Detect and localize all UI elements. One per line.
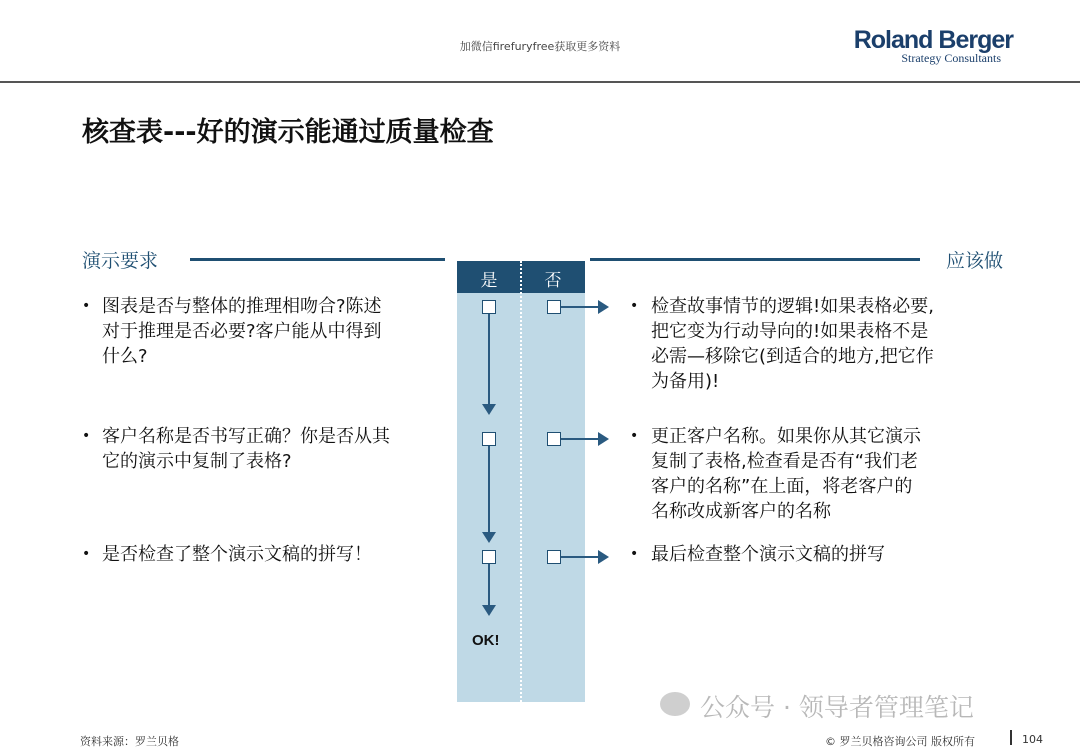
question-1-line: 什么? <box>102 346 148 367</box>
question-2-line: 它的演示中复制了表格? <box>102 451 292 472</box>
action-1-line: 把它变为行动导向的!如果表格不是 <box>651 321 929 342</box>
action-3 <box>651 542 991 567</box>
question-3 <box>102 542 447 567</box>
right-arrow-icon <box>598 550 609 564</box>
logo: Roland Berger <box>853 26 1013 54</box>
right-section-header: 应该做 <box>946 250 1004 272</box>
yes-checkbox-2[interactable] <box>482 432 496 446</box>
header-note: 加微信firefuryfree获取更多资料 <box>459 40 621 53</box>
question-1-line: 图表是否与整体的推理相吻合?陈述 <box>102 296 382 317</box>
bullet-icon: • <box>630 428 639 444</box>
left-header-rule <box>190 258 445 261</box>
watermark: 公众号 · 领导者管理笔记 <box>700 693 974 722</box>
action-2-line: 复制了表格,检查看是否有“我们老 <box>651 451 919 472</box>
wechat-icon <box>660 692 690 716</box>
header-divider <box>0 81 1080 83</box>
right-arrow-icon <box>598 300 609 314</box>
page-title: 核查表---好的演示能通过质量检查 <box>82 117 494 148</box>
action-2 <box>651 424 991 524</box>
yes-checkbox-1[interactable] <box>482 300 496 314</box>
left-section-header: 演示要求 <box>82 250 159 272</box>
question-3-line: 是否检查了整个演示文稿的拼写！ <box>102 544 372 565</box>
question-2-line: 客户名称是否书写正确？你是否从其 <box>102 426 390 447</box>
action-3-line: 最后检查整个演示文稿的拼写 <box>651 544 885 565</box>
yes-flow-line-3 <box>488 564 490 606</box>
action-1 <box>651 294 991 394</box>
no-checkbox-1[interactable] <box>547 300 561 314</box>
yes-flow-line-2 <box>488 446 490 533</box>
copyright: © 罗兰贝格咨询公司 版权所有 <box>825 735 975 748</box>
column-yes-label: 是 <box>480 271 498 291</box>
yes-flow-line-1 <box>488 314 490 405</box>
down-arrow-icon <box>482 605 496 616</box>
down-arrow-icon <box>482 532 496 543</box>
question-2 <box>102 424 447 474</box>
no-flow-line-1 <box>561 306 599 308</box>
right-arrow-icon <box>598 432 609 446</box>
bullet-icon: • <box>82 298 91 314</box>
bullet-icon: • <box>82 428 91 444</box>
logo-subtitle: Strategy Consultants <box>901 51 1001 65</box>
bullet-icon: • <box>630 298 639 314</box>
yes-checkbox-3[interactable] <box>482 550 496 564</box>
action-1-line: 检查故事情节的逻辑!如果表格必要, <box>651 296 934 317</box>
ok-label: OK! <box>472 632 500 649</box>
action-1-line: 必需—移除它(到适合的地方,把它作 <box>651 346 934 367</box>
action-2-line: 客户的名称”在上面，将老客户的 <box>651 476 913 497</box>
question-1 <box>102 294 447 369</box>
down-arrow-icon <box>482 404 496 415</box>
page-number: 104 <box>1022 733 1043 746</box>
no-checkbox-3[interactable] <box>547 550 561 564</box>
bullet-icon: • <box>630 546 639 562</box>
right-header-rule <box>590 258 920 261</box>
action-1-line: 为备用)! <box>651 371 720 392</box>
no-checkbox-2[interactable] <box>547 432 561 446</box>
action-2-line: 名称改成新客户的名称 <box>651 501 831 522</box>
question-1-line: 对于推理是否必要?客户能从中得到 <box>102 321 382 342</box>
action-2-line: 更正客户名称。如果你从其它演示 <box>651 426 921 447</box>
column-no-label: 否 <box>544 271 562 291</box>
no-flow-line-3 <box>561 556 599 558</box>
column-divider <box>520 261 522 702</box>
no-flow-line-2 <box>561 438 599 440</box>
page-separator <box>1010 730 1012 745</box>
bullet-icon: • <box>82 546 91 562</box>
source-note: 资料来源：罗兰贝格 <box>80 735 179 748</box>
